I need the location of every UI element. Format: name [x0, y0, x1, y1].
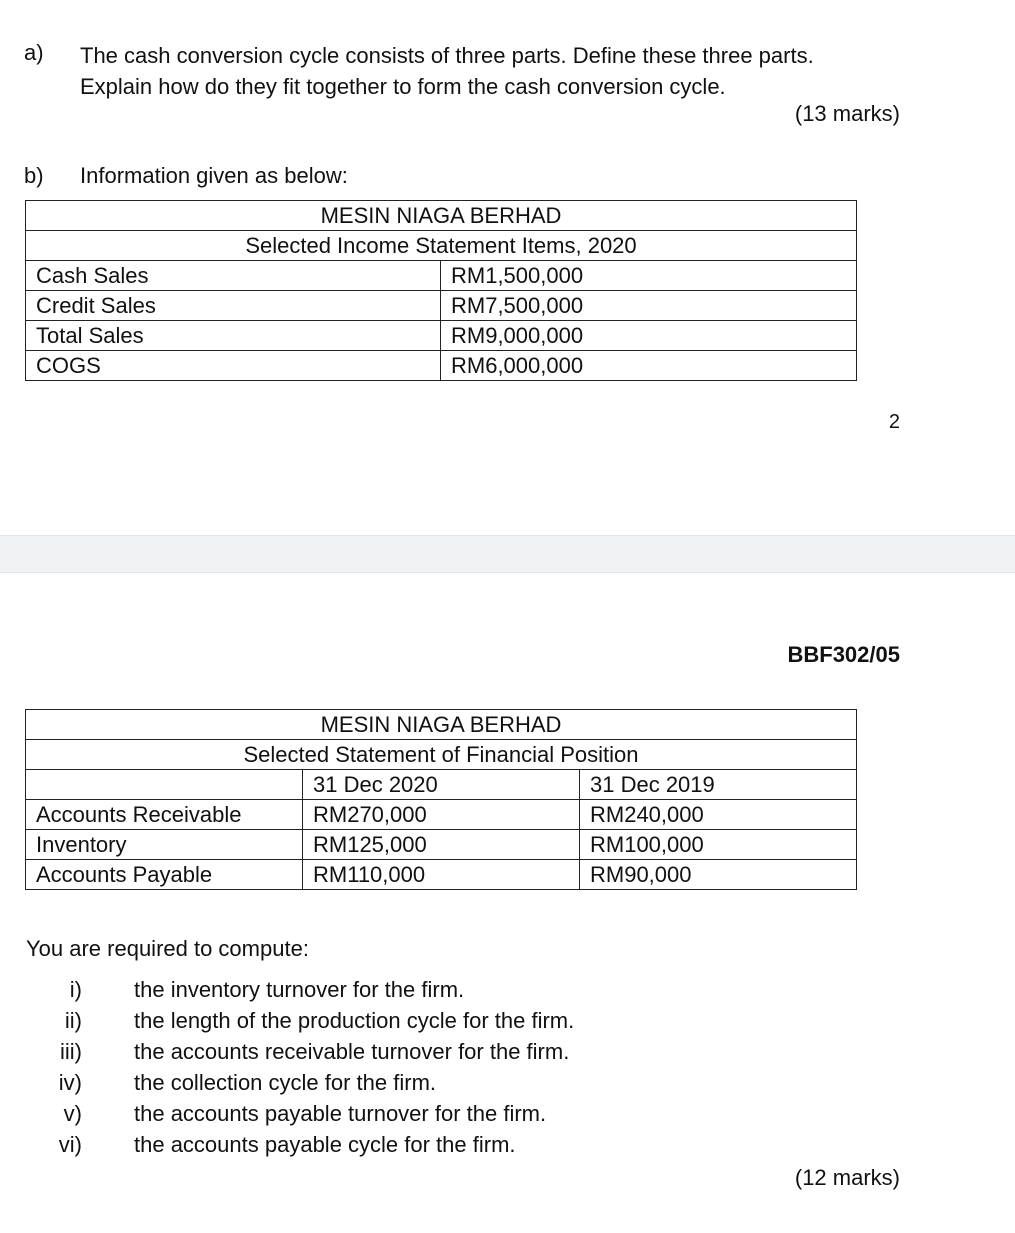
question-a-line-1: The cash conversion cycle consists of three parts. Define these three parts. [80, 43, 814, 68]
table-row [26, 860, 857, 890]
table-row [26, 261, 857, 291]
row-value-2019: RM90,000 [580, 860, 857, 890]
list-item [50, 1036, 574, 1067]
item-number: iii) [60, 1039, 82, 1064]
list-item [50, 974, 574, 1005]
page-number: 2 [888, 411, 900, 433]
item-text: the collection cycle for the firm. [134, 1070, 437, 1095]
table-row [26, 800, 857, 830]
list-item [50, 1005, 574, 1036]
income-table-company: MESIN NIAGA BERHAD [26, 201, 857, 231]
row-label: COGS [26, 351, 441, 381]
question-a-label: a) [24, 40, 44, 65]
financial-position-table [25, 709, 857, 890]
item-number: iv) [58, 1070, 82, 1095]
item-text: the length of the production cycle for the firm. [134, 1008, 575, 1033]
list-item [50, 1067, 574, 1098]
row-value: RM1,500,000 [441, 261, 857, 291]
question-a-marks: (13 marks) [794, 101, 900, 126]
position-table-title: Selected Statement of Financial Position [26, 740, 857, 770]
page-break-divider [0, 535, 1015, 573]
table-header-row [26, 770, 857, 800]
question-a-line-2: Explain how do they fit together to form the cash conversion cycle. [80, 74, 726, 99]
row-value: RM7,500,000 [441, 291, 857, 321]
item-text: the accounts payable cycle for the firm. [134, 1132, 516, 1157]
course-code: BBF302/05 [787, 642, 900, 667]
row-label: Accounts Payable [26, 860, 303, 890]
item-text: the inventory turnover for the firm. [134, 977, 465, 1002]
row-value-2020: RM125,000 [303, 830, 580, 860]
item-number: i) [69, 977, 82, 1002]
list-item [50, 1129, 574, 1160]
row-value: RM9,000,000 [441, 321, 857, 351]
item-text: the accounts payable turnover for the firm. [134, 1101, 547, 1126]
row-label: Inventory [26, 830, 303, 860]
item-number: vi) [58, 1132, 82, 1157]
requirements-intro: You are required to compute: [26, 936, 309, 961]
row-label: Cash Sales [26, 261, 441, 291]
column-header-blank [26, 770, 303, 800]
column-header-2020: 31 Dec 2020 [303, 770, 580, 800]
position-table-company: MESIN NIAGA BERHAD [26, 710, 857, 740]
row-label: Credit Sales [26, 291, 441, 321]
question-b-intro: Information given as below: [80, 163, 348, 188]
table-row [26, 830, 857, 860]
row-value-2019: RM100,000 [580, 830, 857, 860]
question-a-text [80, 40, 900, 102]
item-number: ii) [64, 1008, 82, 1033]
row-value-2020: RM110,000 [303, 860, 580, 890]
row-value: RM6,000,000 [441, 351, 857, 381]
row-label: Accounts Receivable [26, 800, 303, 830]
table-row [26, 321, 857, 351]
list-item [50, 1098, 574, 1129]
item-text: the accounts receivable turnover for the firm. [134, 1039, 570, 1064]
table-row [26, 291, 857, 321]
requirements-list [50, 974, 574, 1160]
table-row [26, 351, 857, 381]
row-label: Total Sales [26, 321, 441, 351]
question-b-marks: (12 marks) [794, 1165, 900, 1190]
item-number: v) [63, 1101, 82, 1126]
income-table-title: Selected Income Statement Items, 2020 [26, 231, 857, 261]
row-value-2020: RM270,000 [303, 800, 580, 830]
income-statement-table [25, 200, 857, 381]
question-b-label: b) [24, 163, 44, 188]
column-header-2019: 31 Dec 2019 [580, 770, 857, 800]
row-value-2019: RM240,000 [580, 800, 857, 830]
